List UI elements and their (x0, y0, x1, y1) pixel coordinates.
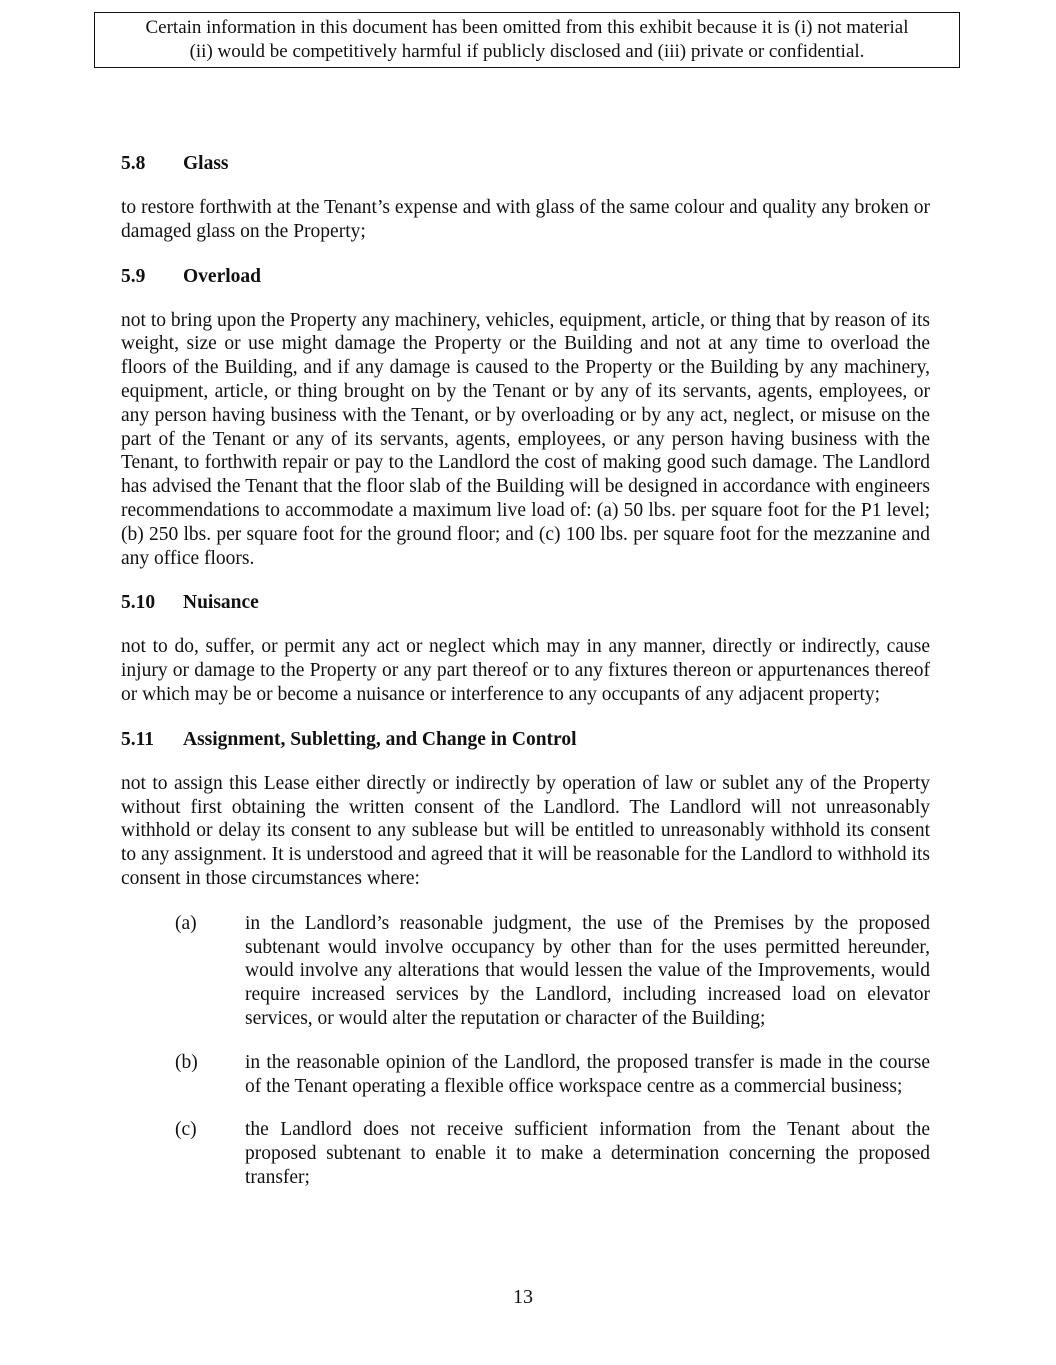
list-item (175, 912, 930, 1031)
list-item (175, 1118, 930, 1189)
section-number: 5.8 (121, 153, 146, 174)
list-item-label: (c) (175, 1119, 197, 1141)
section-text-overload: not to bring upon the Property any machinery, vehicles, equipment, article, or thing that by reason of its weight, size or use might damage the Property or the Building and not at any time to overload the floors of the Building, and if any damage is caused to the Property or the Building by any machinery, equipment, article, or thing brought on by the Tenant or by any of its servants, agents, employees, or any person having business with the Tenant, or by overloading or by any act, neglect, or misuse on the part of the Tenant or any of its servants, agents, employees, or any person having business with the Tenant, to forthwith repair or pay to the Landlord the cost of making good such damage. The Landlord has advised the Tenant that the floor slab of the Building will be designed in accordance with engineers recommendations to accommodate a maximum live load of: (a) 50 lbs. per square foot for the P1 level; (b) 250 lbs. per square foot for the ground floor; and (c) 100 lbs. per square foot for the mezzanine and any office floors. (121, 309, 930, 569)
section-title: Overload (183, 265, 261, 287)
document-body (121, 152, 930, 1190)
list-item-text: in the reasonable opinion of the Landlord, the proposed transfer is made in the course of the Tenant operating a flexible office workspace centre as a commercial business; (245, 1051, 930, 1097)
list-item-text: in the Landlord’s reasonable judgment, the use of the Premises by the proposed subtenant would involve occupancy by other than for the uses permitted hereunder, would involve any alterations that would lessen the value of the Improvements, would require increased services by the Landlord, including increased load on elevator services, or would alter the reputation or character of the Building; (245, 912, 930, 1029)
section-title: Nuisance (183, 592, 259, 614)
omission-notice-line-2: (ii) would be competitively harmful if publicly disclosed and (iii) private or confidential. (189, 41, 865, 62)
section-heading-overload (121, 265, 930, 289)
section-heading-glass (121, 152, 930, 176)
page-number: 13 (513, 1286, 533, 1308)
section-text-nuisance: not to do, suffer, or permit any act or neglect which may in any manner, directly or indirectly, cause injury or damage to the Property or any part thereof or to any fixtures thereon or appurtenances thereof or which may be or become a nuisance or interference to any occupants of any adjacent property; (121, 636, 930, 705)
section-heading-nuisance (121, 591, 930, 615)
section-number: 5.9 (121, 265, 146, 287)
section-heading-assignment (121, 728, 930, 752)
omission-notice-box (94, 12, 960, 68)
section-number: 5.11 (121, 728, 155, 750)
omission-notice-line-1: Certain information in this document has been omitted from this exhibit because it is (i) not material (145, 17, 909, 38)
section-title: Glass (183, 153, 229, 174)
section-text-glass: to restore forthwith at the Tenant’s expense and with glass of the same colour and quality any broken or damaged glass on the Property; (121, 197, 930, 242)
section-text-assignment: not to assign this Lease either directly or indirectly by operation of law or sublet any of the Property without first obtaining the written consent of the Landlord. The Landlord will not unreasonably withhold or delay its consent to any sublease but will be entitled to unreasonably withhold its consent to any assignment. It is understood and agreed that it will be reasonable for the Landlord to withhold its consent in those circumstances where: (121, 772, 930, 889)
section-number: 5.10 (121, 592, 156, 614)
list-item-label: (b) (175, 1051, 198, 1073)
list-item (175, 1051, 930, 1099)
list-item-text: the Landlord does not receive sufficient information from the Tenant about the proposed subtenant to enable it to make a determination concerning the proposed transfer; (245, 1119, 930, 1188)
section-title: Assignment, Subletting, and Change in Control (183, 728, 577, 750)
list-item-label: (a) (175, 912, 197, 934)
